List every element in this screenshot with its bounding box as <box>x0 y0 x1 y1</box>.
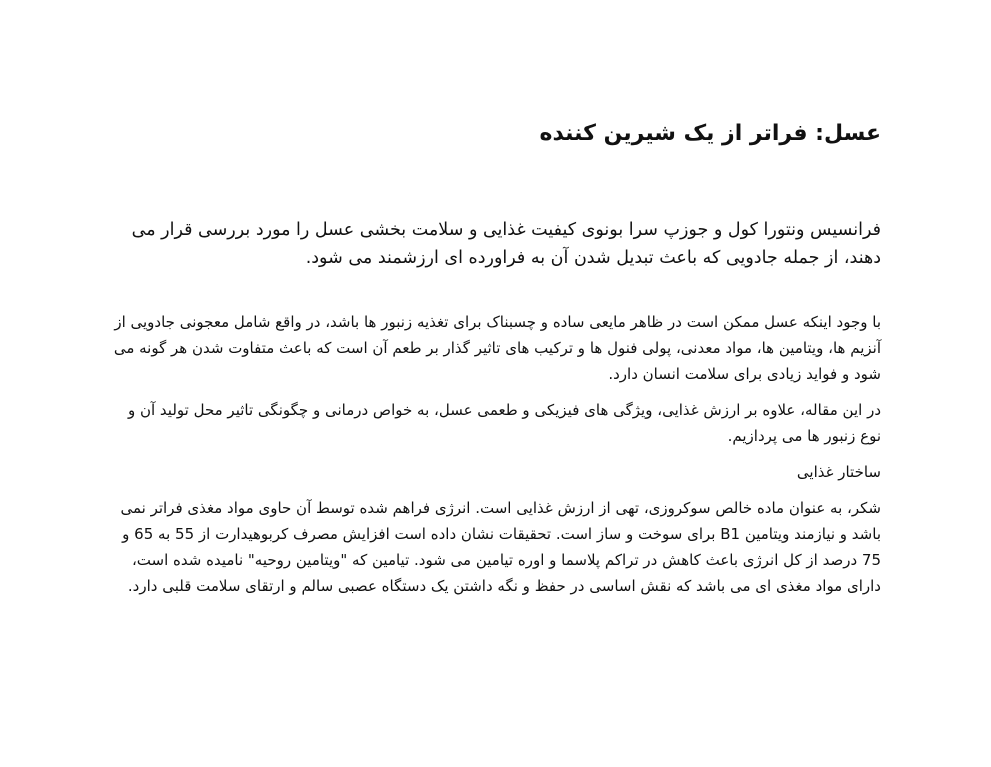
article-body <box>108 309 881 609</box>
article-title: عسل: فراتر از یک شیرین کننده <box>539 121 881 146</box>
article-lead: فرانسیس ونتورا کول و جوزپ سرا بونوی کیفیت غذایی و سلامت بخشی عسل را مورد بررسی قرار می دهند، از جمله جادویی که باعث تبدیل شدن آن به فراورده ای ارزشمند می شود. <box>131 220 881 268</box>
body-paragraph-3: شکر، به عنوان ماده خالص سوکروزی، تهی از ارزش غذایی است. انرژی فراهم شده توسط آن حاوی مواد مغذی فراتر نمی باشد و نیازمند ویتامین B1 برای سوخت و ساز است. تحقیقات نشان داده است افزایش مصرف کربوهیدارت از 55 به 65 و 75 درصد از کل انرژی باعث کاهش در تراکم پلاسما و اوره تیامین می شود. تیامین که "ویتامین روحیه" نامیده شده است، دارای مواد مغذی ای می باشد که نقش اساسی در حفظ و نگه داشتن یک دستگاه عصبی سالم و ارتقای سلامت قلبی دارد. <box>120 499 881 595</box>
body-paragraph-1: با وجود اینکه عسل ممکن است در ظاهر مایعی ساده و چسبناک برای تغذیه زنبور ها باشد، در واقع شامل معجونی جادویی از آنزیم ها، ویتامین ها، مواد معدنی، پولی فنول ها و ترکیب های تاثیر گذار بر طعم آن است که باعث متفاوت شدن هر گونه می شود و فواید زیادی برای سلامت انسان دارد. <box>113 313 881 383</box>
body-paragraph-2: در این مقاله، علاوه بر ارزش غذایی، ویژگی های فیزیکی و طعمی عسل، به خواص درمانی و چگونگی تاثیر محل تولید آن و نوع زنبور ها می پردازیم. <box>127 401 881 445</box>
section-heading: ساختار غذایی <box>796 463 881 481</box>
